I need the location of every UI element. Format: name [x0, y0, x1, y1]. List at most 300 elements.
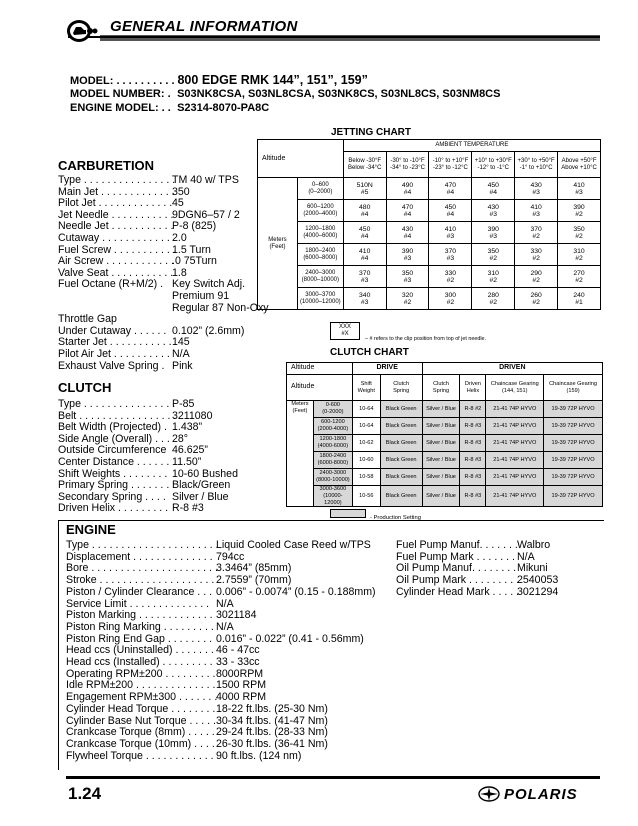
engine-spec-key: Cylinder Head Torque . . . . . . . .	[66, 702, 216, 715]
clutch-spec-key: Belt Width (Projected) .	[58, 421, 167, 434]
jetting-value-cell	[343, 200, 386, 222]
clutch-value-cell: 10-62	[352, 435, 380, 452]
jetting-row	[258, 244, 601, 266]
carburetion-spec-key: Needle Jet . . . . . . . . . . .	[58, 220, 174, 233]
jetting-alt-feet: (4000–6000)	[303, 232, 338, 239]
jetting-value-cell	[386, 244, 429, 266]
jetting-clip-position: #1	[575, 298, 583, 306]
jetting-clip-position: #4	[360, 232, 369, 240]
engine-model-line	[70, 102, 269, 114]
carburetion-spec-row	[58, 175, 269, 187]
carburetion-spec-value: 0.102” (2.6mm)	[172, 324, 245, 337]
jetting-main-jet: 260	[530, 291, 542, 299]
clutch-alt-feet: (4000-6000)	[317, 443, 349, 449]
clutch-spec-value: 1.438”	[172, 421, 203, 434]
jetting-alt-meters: 3000–3700	[305, 291, 336, 298]
jetting-temp-c: -23° to -12°C	[433, 164, 468, 171]
model-label: MODEL: . . . . . . . . . .	[70, 75, 175, 87]
jetting-value-cell	[558, 266, 601, 288]
model-number-label: MODEL NUMBER: .	[70, 88, 171, 100]
jetting-altitude-cell	[297, 200, 343, 222]
clutch-driven-header: DRIVEN	[422, 363, 602, 375]
clutch-spec-key: Shift Weights . . . . . . . .	[58, 467, 168, 480]
jetting-clip-position: #3	[532, 188, 540, 196]
jetting-altitude-cell	[297, 266, 343, 288]
jetting-temp-header	[343, 152, 386, 178]
clutch-spec-key: Driven Helix . . . . . . . . .	[58, 502, 169, 515]
clutch-spec-key: Side Angle (Overall) . . .	[58, 432, 170, 445]
engine-pump-spec-value: 2540053	[517, 574, 559, 587]
clutch-spec-value: 10-60 Bushed	[172, 467, 238, 480]
jetting-alt-meters: 2400–3000	[305, 269, 336, 276]
jetting-temp-c: Above +10°C	[561, 164, 597, 171]
engine-spec-value: 46 - 47cc	[216, 644, 260, 657]
engine-pump-spec-key: Fuel Pump Mark . . . . . . .	[396, 550, 515, 563]
engine-spec-value: 3021184	[216, 609, 257, 622]
clutch-alt-meters: 0-600	[325, 402, 341, 409]
jetting-clip-position: #4	[360, 210, 369, 218]
jetting-alt-meters: 1200–1800	[305, 225, 336, 232]
clutch-spec-value: R-8 #3	[172, 502, 204, 515]
jetting-value-cell	[343, 288, 386, 310]
jetting-clip-position: #2	[489, 298, 498, 306]
clutch-spec-value: 28°	[172, 432, 189, 445]
clutch-alt-feet: (6000-8000)	[317, 460, 349, 466]
carburetion-spec-value: Pink	[172, 359, 193, 372]
clutch-value-cell: R-8 #3	[460, 452, 486, 469]
clutch-spec-key: Outside Circumference	[58, 444, 167, 457]
engine-spec-value: N/A	[216, 620, 234, 633]
engine-spec-key: Crankcase Torque (10mm) . . . .	[66, 737, 215, 750]
polaris-star-icon	[478, 786, 500, 802]
jetting-clip-position: #2	[489, 276, 498, 284]
jetting-value-cell	[558, 200, 601, 222]
jetting-value-cell	[343, 222, 386, 244]
engine-spec-value: 2.7559” (70mm)	[216, 574, 292, 587]
jetting-clip-position: #2	[532, 276, 540, 284]
engine-spec-value: 29-24 ft.lbs. (28-33 Nm)	[216, 726, 328, 739]
carburetion-spec-value: .0 75Turn	[172, 255, 217, 268]
jetting-value-cell	[343, 266, 386, 288]
engine-spec-key: Cylinder Base Nut Torque . . . . .	[66, 714, 216, 727]
carburetion-spec-key: Type . . . . . . . . . . . . . . . .	[58, 174, 176, 186]
clutch-col-header	[422, 375, 460, 401]
carburetion-spec-value: 9DGN6–57 / 2	[172, 208, 240, 221]
clutch-col-header	[380, 375, 422, 401]
clutch-spec-value: 11.50”	[172, 455, 202, 468]
clutch-spec-key: Primary Spring . . . . . . .	[58, 479, 170, 492]
clutch-row	[287, 401, 603, 418]
clutch-value-cell: Black Green	[380, 401, 422, 418]
clutch-col-header	[486, 375, 544, 401]
clutch-value-cell: Black Green	[380, 452, 422, 469]
jetting-clip-position: #3	[403, 276, 412, 284]
carburetion-spec-value: 350	[172, 185, 190, 198]
clutch-spec-value: Black/Green	[172, 479, 231, 492]
jetting-value-cell	[472, 178, 515, 200]
jetting-main-jet: 430	[401, 225, 414, 233]
jetting-legend-box	[330, 322, 360, 340]
clutch-value-cell: 19-39 72P HYVO	[544, 486, 603, 507]
clutch-row	[287, 435, 603, 452]
engine-spec-key: Piston / Cylinder Clearance . . .	[66, 585, 213, 598]
jetting-clip-position: #4	[403, 232, 412, 240]
clutch-spec-list	[58, 399, 238, 515]
jetting-value-cell	[515, 244, 558, 266]
jetting-value-cell	[343, 244, 386, 266]
clutch-col-header-line1: Driven	[464, 380, 481, 387]
engine-spec-key: Displacement . . . . . . . . . . . . . .	[66, 550, 213, 563]
clutch-value-cell: 19-39 72P HYVO	[544, 469, 603, 486]
jetting-main-jet: 240	[573, 291, 585, 299]
engine-pump-spec-value: Walbro	[517, 539, 551, 551]
clutch-row	[287, 452, 603, 469]
clutch-value-cell: 10-58	[352, 469, 380, 486]
clutch-value-cell: 10-56	[352, 486, 380, 507]
clutch-value-cell: Silver / Blue	[422, 401, 460, 418]
jetting-main-jet: 370	[444, 247, 457, 255]
clutch-spec-value: Silver / Blue	[172, 490, 229, 503]
clutch-value-cell: 21-41 74P HYVO	[486, 418, 544, 435]
jetting-temp-header	[386, 152, 429, 178]
jetting-alt-meters: 0–600	[311, 181, 329, 188]
carburetion-spec-key: Air Screw . . . . . . . . . . . .	[58, 255, 174, 268]
engine-spec-key: Head ccs (Installed) . . . . . . . . .	[66, 656, 213, 669]
jetting-temp-header	[472, 152, 515, 178]
engine-spec-value: 8000RPM	[216, 667, 264, 680]
clutch-alt-meters: 1800-2400	[319, 453, 347, 460]
jetting-value-cell	[515, 288, 558, 310]
clutch-value-cell: R-8 #3	[460, 486, 486, 507]
jetting-altitude-cell	[297, 244, 343, 266]
jetting-row	[258, 288, 601, 310]
jetting-meters-label: Meters	[268, 236, 287, 243]
clutch-value-cell: R-8 #3	[460, 435, 486, 452]
jetting-temp-f: Below -30°F	[348, 157, 382, 164]
clutch-altitude-cell	[313, 401, 352, 418]
engine-pump-spec-key: Oil Pump Manuf. . . . . . . .	[396, 562, 517, 575]
jetting-value-cell	[429, 178, 472, 200]
engine-heading: ENGINE	[66, 522, 116, 537]
jetting-row	[258, 178, 601, 200]
jetting-value-cell	[386, 200, 429, 222]
clutch-col-header	[460, 375, 486, 401]
engine-spec-key: Piston Ring Marking . . . . . . . . .	[66, 620, 214, 633]
clutch-col-header-line2: (144, 151)	[502, 387, 528, 394]
jetting-value-cell	[515, 266, 558, 288]
engine-spec-value: 26-30 ft.lbs. (36-41 Nm)	[216, 737, 328, 750]
jetting-alt-meters: 1800–2400	[305, 247, 336, 254]
jetting-temp-f: -10° to +10°F	[432, 157, 469, 164]
carburetion-spec-key: Pilot Air Jet . . . . . . . . . .	[58, 347, 170, 360]
jetting-clip-position: #2	[532, 298, 540, 306]
clutch-col-header-line1: Clutch	[433, 380, 449, 387]
carburetion-spec-value: 1.5 Turn	[172, 243, 211, 256]
clutch-value-cell: 21-41 74P HYVO	[486, 452, 544, 469]
clutch-chart-table-wrap	[286, 362, 603, 507]
engine-spec-row	[66, 751, 376, 763]
engine-spec-key: Stroke . . . . . . . . . . . . . . . . . . . .	[66, 574, 215, 587]
production-setting-swatch	[330, 509, 366, 518]
jetting-row	[258, 222, 601, 244]
model-line	[70, 73, 368, 87]
clutch-alt-meters: 1200-1800	[319, 436, 347, 443]
clutch-col-header-line1: Chaincase Gearing	[490, 380, 539, 387]
jetting-value-cell	[472, 266, 515, 288]
clutch-value-cell: Silver / Blue	[422, 469, 460, 486]
clutch-value-cell: Silver / Blue	[422, 418, 460, 435]
jetting-row	[258, 200, 601, 222]
clutch-alt-meters: 2400-3000	[319, 470, 347, 477]
jetting-main-jet: 340	[359, 291, 371, 299]
jetting-main-jet: 370	[359, 269, 371, 277]
carburetion-spec-value: Regular 87 Non-Oxy	[172, 301, 269, 314]
jetting-value-cell	[472, 200, 515, 222]
jetting-chart-table	[257, 139, 601, 310]
jetting-main-jet: 410	[444, 225, 457, 233]
clutch-value-cell: 19-39 72P HYVO	[544, 401, 603, 418]
clutch-value-cell: Black Green	[380, 486, 422, 507]
jetting-main-jet: 370	[530, 225, 542, 233]
carburetion-spec-row	[58, 233, 269, 245]
engine-spec-list	[66, 540, 376, 762]
jetting-ambient-header: AMBIENT TEMPERATURE	[343, 140, 600, 152]
jetting-clip-position: #5	[360, 188, 369, 196]
clutch-value-cell: Silver / Blue	[422, 435, 460, 452]
jetting-temp-f: -30° to -10°F	[390, 157, 425, 164]
jetting-main-jet: 490	[401, 181, 414, 189]
jetting-alt-feet: (0–2000)	[308, 188, 333, 195]
clutch-meters-label: Meters	[291, 401, 309, 407]
clutch-value-cell: 19-39 72P HYVO	[544, 452, 603, 469]
clutch-altitude-subheader: Altitude	[287, 375, 353, 401]
jetting-alt-meters: 600–1200	[306, 203, 334, 210]
engine-model-label: ENGINE MODEL: . .	[70, 102, 171, 114]
jetting-main-jet: 430	[487, 203, 499, 211]
production-setting-note: - Production Setting	[370, 515, 421, 521]
clutch-value-cell: 10-64	[352, 418, 380, 435]
clutch-value-cell: R-8 #2	[460, 401, 486, 418]
clutch-spec-row	[58, 503, 238, 515]
carburetion-spec-value: TM 40 w/ TPS	[172, 174, 239, 186]
engine-pump-spec-value: 3021294	[517, 585, 559, 598]
clutch-col-header	[544, 375, 603, 401]
jetting-value-cell	[429, 244, 472, 266]
jetting-value-cell	[429, 222, 472, 244]
engine-spec-key: Engagement RPM±300 . . . . . . .	[66, 691, 218, 704]
carburetion-spec-key: Main Jet . . . . . . . . . . . . .	[58, 185, 175, 198]
jetting-alt-feet: (2000–4000)	[303, 210, 338, 217]
jetting-main-jet: 350	[573, 225, 585, 233]
jetting-main-jet: 270	[573, 269, 585, 277]
clutch-value-cell: R-8 #3	[460, 469, 486, 486]
jetting-altitude-cell	[297, 178, 343, 200]
jetting-value-cell	[558, 178, 601, 200]
clutch-spec-key: Type . . . . . . . . . . . . . . . .	[58, 398, 176, 410]
clutch-chart-table	[286, 362, 603, 507]
engine-spec-value: 4000 RPM	[216, 691, 267, 704]
clutch-value-cell: Silver / Blue	[422, 452, 460, 469]
jetting-temp-header	[515, 152, 558, 178]
jetting-value-cell	[429, 288, 472, 310]
carburetion-spec-value: 45	[172, 197, 184, 210]
jetting-value-cell	[515, 178, 558, 200]
clutch-value-cell: Black Green	[380, 418, 422, 435]
engine-spec-key: Service Limit . . . . . . . . . . . . . .	[66, 597, 210, 610]
engine-spec-key: Piston Ring End Gap . . . . . . . .	[66, 632, 213, 645]
clutch-col-header-line2: (159)	[566, 387, 580, 394]
clutch-value-cell: 19-39 72P HYVO	[544, 418, 603, 435]
clutch-chart-title: CLUTCH CHART	[330, 347, 409, 358]
footer-rule	[66, 776, 600, 779]
carburetion-spec-key: Valve Seat . . . . . . . . . . .	[58, 266, 174, 279]
engine-spec-key: Type . . . . . . . . . . . . . . . . . . . . . .	[66, 539, 219, 551]
jetting-temp-c: Below -34°C	[347, 164, 382, 171]
clutch-spec-value: 46.625”	[172, 444, 208, 457]
jetting-temp-c: -1° to +10°C	[519, 164, 553, 171]
clutch-heading: CLUTCH	[58, 380, 112, 395]
jetting-main-jet: 330	[530, 247, 542, 255]
jetting-clip-position: #2	[575, 276, 583, 284]
jetting-main-jet: 450	[444, 203, 457, 211]
jetting-temp-header	[558, 152, 601, 178]
jetting-main-jet: 450	[359, 225, 371, 233]
engine-spec-value: 30-34 ft.lbs. (41-47 Nm)	[216, 714, 328, 727]
engine-spec-value: 1500 RPM	[216, 679, 267, 692]
carburetion-spec-value: 2.0	[172, 231, 187, 244]
jetting-main-jet: 280	[487, 291, 499, 299]
jetting-altitude-cell	[297, 288, 343, 310]
jetting-chart-table-wrap	[257, 139, 601, 310]
jetting-clip-position: #2	[446, 298, 455, 306]
carburetion-spec-key: Pilot Jet . . . . . . . . . . . . .	[58, 197, 173, 210]
carburetion-spec-value: N/A	[172, 347, 190, 360]
snowmobile-logo-icon	[66, 18, 100, 44]
clutch-alt-feet: (10000-12000)	[323, 492, 343, 506]
model-value: 800 EDGE RMK 144”, 151”, 159”	[177, 73, 368, 87]
model-number-line	[70, 88, 500, 100]
jetting-clip-position: #4	[403, 210, 412, 218]
jetting-value-cell	[515, 222, 558, 244]
engine-spec-key: Crankcase Torque (8mm) . . . . .	[66, 726, 215, 739]
engine-pump-spec-value: N/A	[517, 550, 535, 563]
clutch-row	[287, 486, 603, 507]
jetting-value-cell	[558, 222, 601, 244]
clutch-spec-key: Belt . . . . . . . . . . . . . . . . .	[58, 409, 177, 422]
clutch-spec-value: P-85	[172, 398, 195, 410]
clutch-col-header-line2: Spring	[432, 387, 450, 394]
engine-spec-value: 794cc	[216, 550, 245, 563]
jetting-temp-f: Above +50°F	[561, 157, 597, 164]
jetting-value-cell	[386, 288, 429, 310]
clutch-value-cell: Black Green	[380, 435, 422, 452]
jetting-main-jet: 410	[530, 203, 542, 211]
clutch-col-header-line1: Clutch	[393, 380, 410, 387]
clutch-col-header-line1: Shift	[360, 380, 372, 387]
carburetion-spec-value: P-8 (825)	[172, 220, 217, 233]
engine-spec-value: Liquid Cooled Case Reed w/TPS	[216, 539, 371, 551]
engine-spec-value: 3.3464” (85mm)	[216, 562, 292, 575]
jetting-value-cell	[429, 200, 472, 222]
jetting-unit-cell	[258, 178, 298, 310]
engine-spec-value: 90 ft.lbs. (124 nm)	[216, 749, 302, 762]
carburetion-spec-key: Starter Jet . . . . . . . . . . .	[58, 336, 172, 349]
engine-spec-value: 33 - 33cc	[216, 656, 260, 669]
engine-spec-key: Bore . . . . . . . . . . . . . . . . . . . . . .	[66, 562, 218, 575]
clutch-value-cell: 10-64	[352, 401, 380, 418]
jetting-row	[258, 266, 601, 288]
jetting-clip-position: #2	[403, 298, 412, 306]
jetting-main-jet: 330	[444, 269, 457, 277]
clutch-col-header-line2: Helix	[466, 387, 480, 394]
jetting-feet-label: (Feet)	[269, 243, 286, 250]
jetting-main-jet: 510N	[356, 181, 373, 189]
jetting-clip-position: #2	[575, 254, 583, 262]
clutch-spec-key: Center Distance . . . . . .	[58, 455, 170, 468]
jetting-main-jet: 410	[359, 247, 371, 255]
carburetion-spec-key: Fuel Octane (R+M/2) .	[58, 278, 164, 291]
jetting-value-cell	[472, 288, 515, 310]
jetting-clip-position: #2	[575, 210, 583, 218]
jetting-clip-position: #3	[489, 232, 498, 240]
polaris-logo	[478, 783, 602, 805]
jetting-clip-position: #4	[446, 188, 455, 196]
jetting-main-jet: 320	[401, 291, 414, 299]
jetting-value-cell	[558, 244, 601, 266]
clutch-value-cell: 21-41 74P HYVO	[486, 486, 544, 507]
clutch-row	[287, 418, 603, 435]
engine-pump-spec-key: Fuel Pump Manuf. . . . . . .	[396, 539, 518, 551]
carburetion-spec-value: Key Switch Adj.	[172, 278, 246, 291]
clutch-altitude-cell	[313, 435, 352, 452]
jetting-main-jet: 390	[401, 247, 414, 255]
jetting-main-jet: 350	[487, 247, 499, 255]
jetting-main-jet: 390	[573, 203, 585, 211]
jetting-main-jet: 450	[487, 181, 499, 189]
model-number-value: S03NK8CSA, S03NL8CSA, S03NK8CS, S03NL8CS, S03NM8CS	[177, 88, 501, 100]
jetting-clip-position: #4	[446, 210, 455, 218]
jetting-clip-position: #3	[532, 210, 540, 218]
engine-spec-key: Idle RPM±200 . . . . . . . . . . . . . .	[66, 679, 216, 692]
jetting-main-jet: 300	[444, 291, 457, 299]
clutch-alt-feet: (0-2000)	[322, 409, 344, 415]
jetting-chart-title: JETTING CHART	[331, 127, 411, 138]
jetting-main-jet: 470	[401, 203, 414, 211]
jetting-main-jet: 290	[530, 269, 542, 277]
jetting-alt-feet: (8000–10000)	[301, 276, 340, 283]
jetting-clip-position: #3	[446, 232, 455, 240]
clutch-row	[287, 469, 603, 486]
jetting-value-cell	[472, 244, 515, 266]
jetting-clip-position: #2	[532, 232, 540, 240]
jetting-clip-position: #3	[360, 276, 369, 284]
clutch-value-cell: Silver / Blue	[422, 486, 460, 507]
jetting-clip-position: #3	[360, 298, 369, 306]
jetting-temp-c: -34° to -23°C	[390, 164, 425, 171]
carburetion-spec-key: Jet Needle . . . . . . . . . . .	[58, 208, 174, 221]
engine-spec-value: 18-22 ft.lbs. (25-30 Nm)	[216, 702, 328, 715]
clutch-value-cell: 10-60	[352, 452, 380, 469]
page-number: 1.24	[68, 784, 102, 803]
jetting-altitude-header: Altitude	[258, 140, 344, 178]
engine-spec-value: N/A	[216, 597, 234, 610]
clutch-col-header-line1: Chaincase Gearing	[549, 380, 598, 387]
clutch-spec-value: 3211080	[172, 409, 213, 422]
clutch-alt-meters: 3000-3600	[319, 486, 347, 492]
jetting-value-cell	[472, 222, 515, 244]
jetting-main-jet: 480	[359, 203, 371, 211]
carburetion-spec-row	[58, 361, 269, 373]
